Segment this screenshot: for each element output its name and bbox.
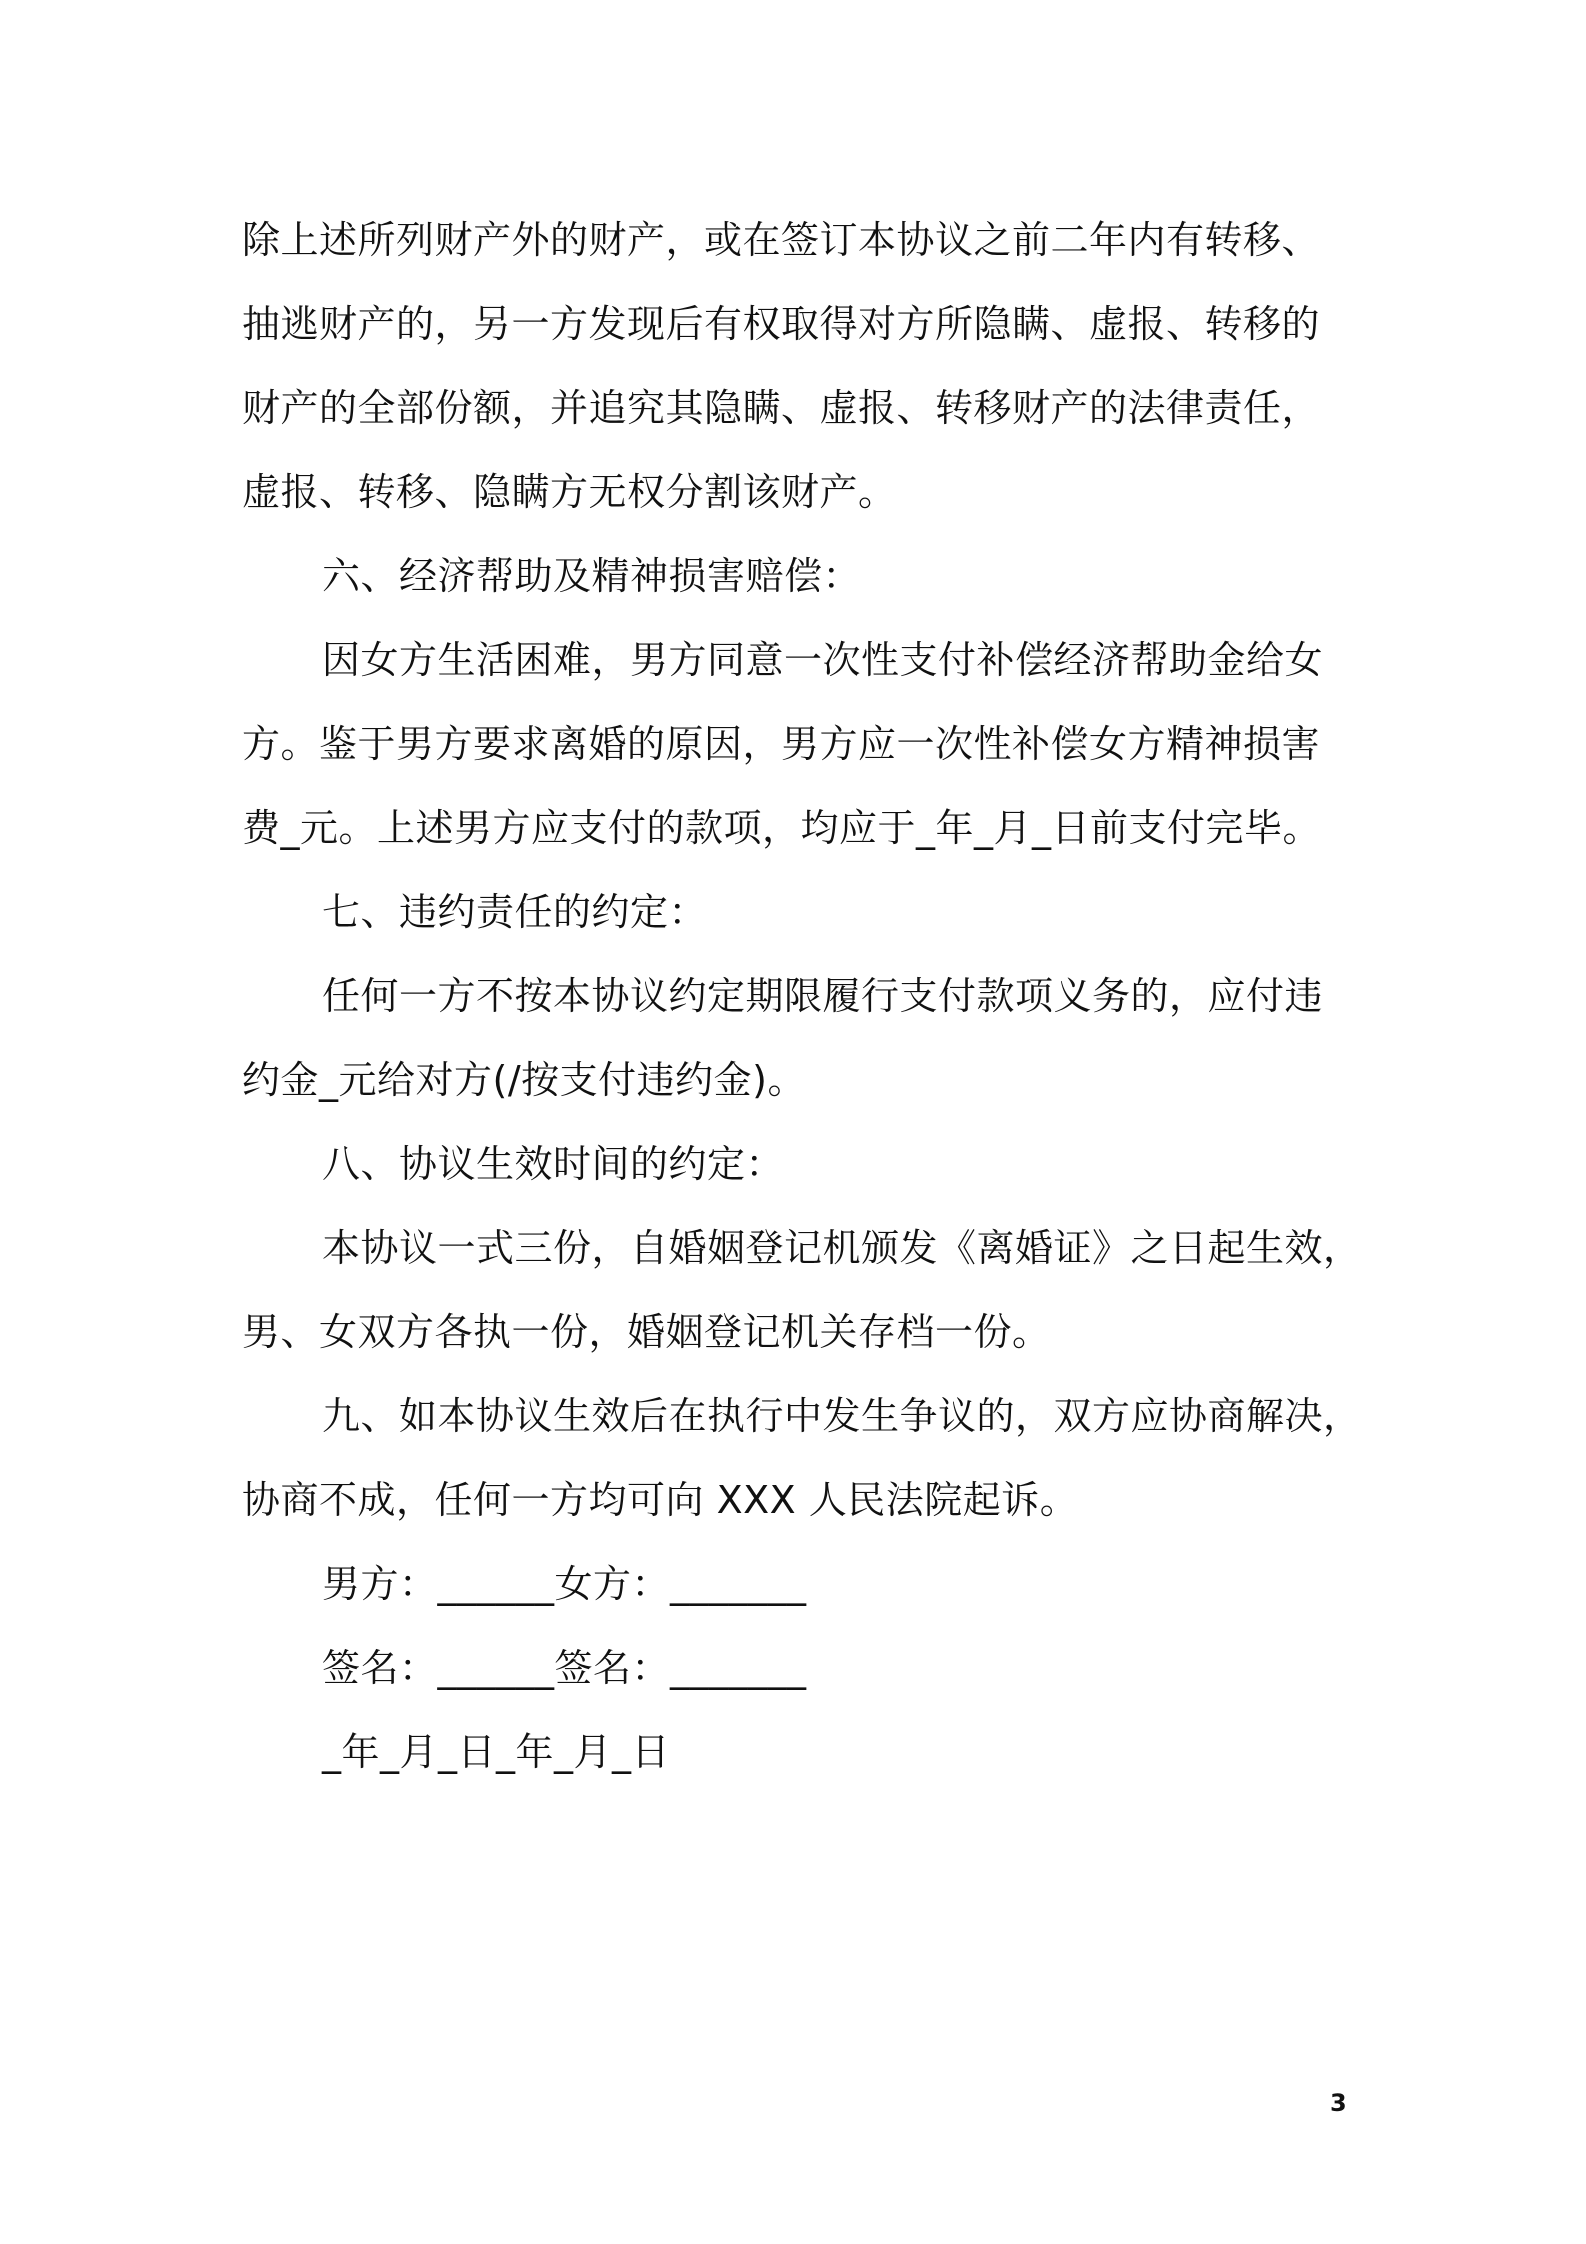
text-line: 男、女双方各执一份，婚姻登记机关存档一份。: [242, 1310, 1051, 1354]
text-line: 因女方生活困难，男方同意一次性支付补偿经济帮助金给女: [322, 638, 1324, 682]
page-number: 3: [1330, 2089, 1347, 2117]
text-line: 除上述所列财产外的财产，或在签订本协议之前二年内有转移、: [242, 218, 1321, 262]
text-line: 抽逃财产的，另一方发现后有权取得对方所隐瞒、虚报、转移的: [242, 302, 1321, 346]
text-line: 财产的全部份额，并追究其隐瞒、虚报、转移财产的法律责任，: [242, 386, 1321, 430]
signature-line: 签名：______签名：_______: [322, 1646, 807, 1690]
text-line: 任何一方不按本协议约定期限履行支付款项义务的，应付违: [322, 974, 1324, 1018]
section-heading-9: 九、如本协议生效后在执行中发生争议的，双方应协商解决，: [322, 1394, 1362, 1438]
section-heading-7: 七、违约责任的约定：: [322, 890, 708, 934]
section-heading-8: 八、协议生效时间的约定：: [322, 1142, 785, 1186]
section-heading-6: 六、经济帮助及精神损害赔偿：: [322, 554, 862, 598]
text-line: 本协议一式三份，自婚姻登记机颁发《离婚证》之日起生效，: [322, 1226, 1362, 1270]
text-line: 约金_元给对方(/按支付违约金)。: [242, 1058, 806, 1102]
text-line: 费_元。上述男方应支付的款项，均应于_年_月_日前支付完毕。: [242, 806, 1322, 850]
text-line: 方。鉴于男方要求离婚的原因，男方应一次性补偿女方精神损害: [242, 722, 1321, 766]
text-line: 协商不成，任何一方均可向 XXX 人民法院起诉。: [242, 1478, 1079, 1522]
document-body: [242, 198, 1362, 1794]
date-line: _年_月_日_年_月_日: [322, 1730, 671, 1774]
text-line: 虚报、转移、隐瞒方无权分割该财产。: [242, 470, 897, 514]
party-names-line: 男方：______女方：_______: [322, 1562, 807, 1606]
